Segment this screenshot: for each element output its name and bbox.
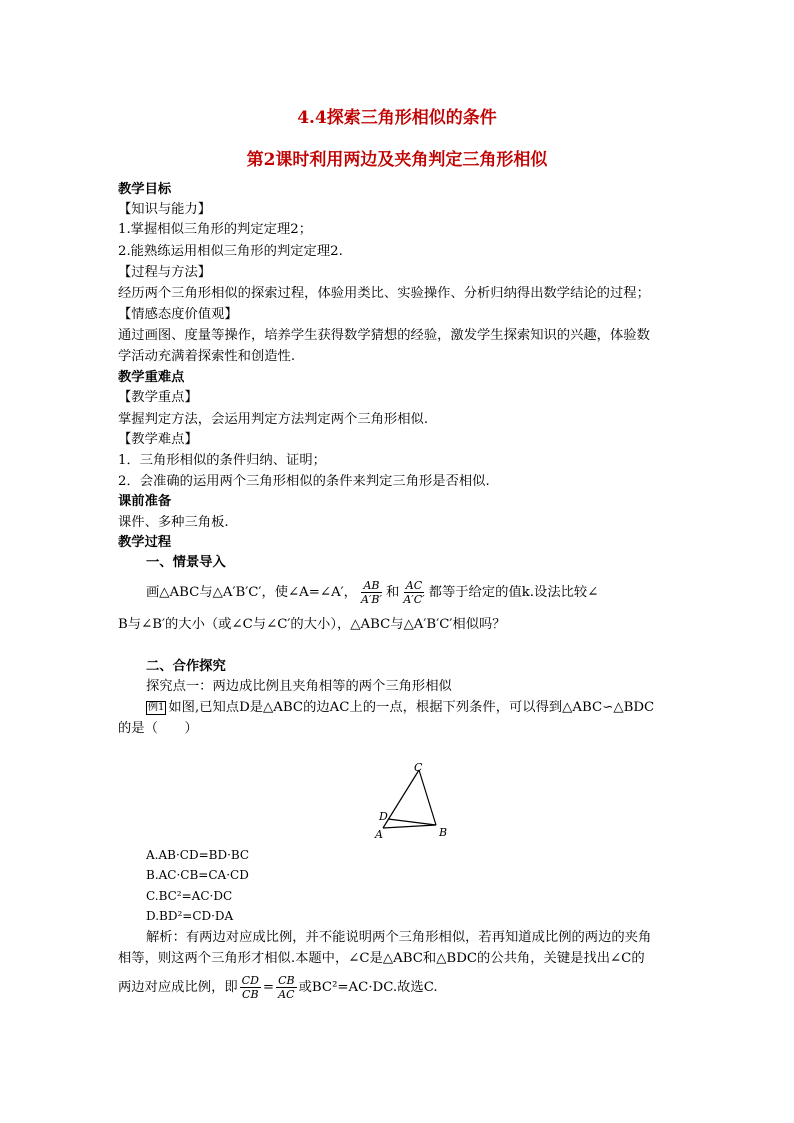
preparation-text: 课件、多种三角板. (118, 515, 229, 530)
process-heading: 教学过程 (118, 535, 172, 550)
ratio-cd-cb-denominator: CB (242, 988, 259, 1001)
ratio-ac-denominator: A′C′ (403, 593, 425, 606)
ratio-cb-ac-numerator: CB (278, 974, 295, 987)
edge-cb (419, 770, 436, 825)
ratio-ac-numerator: AC (405, 579, 423, 592)
emotion-text-line-2: 学活动充满着探索性和创造性. (118, 349, 296, 364)
analysis-equals: = (262, 980, 275, 995)
analysis-line-2: 相等，则这两个三角形才相似.本题中，∠C是△ABC和△BDC的公共角，关键是找出∠C的 (118, 951, 645, 966)
analysis-suffix: 或BC²=AC·DC.故选C. (298, 980, 438, 995)
section-scenario-heading: 一、情景导入 (146, 555, 226, 570)
ratio-ac-fraction (401, 579, 426, 606)
example-1-stem (146, 698, 654, 718)
process-method-text: 经历两个三角形相似的探索过程，体验用类比、实验操作、分析归纳得出数学结论的过程； (118, 286, 650, 301)
emotion-text-line-1: 通过画图、度量等操作，培养学生获得数学猜想的经验，激发学生探索知识的兴趣，体验数 (118, 328, 650, 343)
example-1-text: 如图,已知点D是△ABC的边AC上的一点，根据下列条件，可以得到△ABC∽△BDC (168, 700, 655, 715)
knowledge-item-1: 1.掌握相似三角形的判定定理2； (118, 222, 313, 237)
process-method-heading: 【过程与方法】 (118, 265, 212, 280)
vertex-label-a: A (375, 828, 383, 841)
vertex-label-d: D (379, 810, 388, 823)
key-points-heading: 教学重难点 (118, 370, 185, 385)
explore-point-1: 探究点一：两边成比例且夹角相等的两个三角形相似 (146, 679, 452, 694)
intro-and-text: 和 (386, 585, 400, 600)
edge-ab (383, 825, 436, 828)
section-explore-heading: 二、合作探究 (146, 659, 226, 674)
example-1-stem-line-2: 的是（ ） (118, 721, 198, 736)
knowledge-item-2: 2.能熟练运用相似三角形的判定定理2. (118, 244, 343, 259)
difficulty-heading: 【教学难点】 (118, 432, 198, 447)
vertex-label-b: B (439, 826, 448, 839)
analysis-line-3 (118, 971, 438, 1005)
difficulty-item-1: 1．三角形相似的条件归纳、证明； (118, 453, 326, 468)
page-subtitle: 第2课时利用两边及夹角判定三角形相似 (246, 150, 548, 170)
option-d: D.BD²=CD·DA (146, 909, 234, 923)
ratio-ab-denominator: A′B′ (360, 593, 383, 606)
ratio-cb-ac-fraction (276, 974, 297, 1001)
option-c: C.BC²=AC·DC (146, 889, 233, 903)
intro-text-part-2: 都等于给定的值k.设法比较∠ (428, 585, 599, 600)
vertex-label-c: C (414, 761, 423, 774)
intro-question-line-2: B与∠B′的大小（或∠C与∠C′的大小），△ABC与△A′B′C′相似吗？ (118, 617, 506, 632)
objectives-heading: 教学目标 (118, 182, 172, 197)
segment-bd (388, 819, 436, 825)
ratio-ab-fraction (359, 579, 384, 606)
preparation-heading: 课前准备 (118, 494, 172, 509)
intro-question-line-1 (146, 577, 598, 609)
ratio-ab-numerator: AB (363, 579, 380, 592)
focus-text: 掌握判定方法，会运用判定方法判定两个三角形相似. (118, 412, 429, 427)
intro-text-part-1: 画△ABC与△A′B′C′，使∠A=∠A′， (146, 585, 357, 600)
triangle-figure (368, 760, 452, 842)
ratio-cd-cb-numerator: CD (241, 974, 259, 987)
analysis-prefix: 两边对应成比例，即 (118, 980, 238, 995)
knowledge-heading: 【知识与能力】 (118, 202, 212, 217)
difficulty-item-2: 2．会准确的运用两个三角形相似的条件来判定三角形是否相似. (118, 474, 490, 489)
emotion-heading: 【情感态度价值观】 (118, 307, 238, 322)
focus-heading: 【教学重点】 (118, 390, 198, 405)
option-a: A.AB·CD=BD·BC (146, 848, 250, 862)
ratio-cd-cb-fraction (240, 974, 261, 1001)
option-b: B.AC·CB=CA·CD (146, 868, 249, 882)
page-title: 4.4探索三角形相似的条件 (297, 108, 497, 128)
analysis-line-1: 解析：有两边对应成比例，并不能说明两个三角形相似，若再知道成比例的两边的夹角 (146, 930, 652, 945)
example-badge: 例1 (148, 701, 165, 713)
ratio-cb-ac-denominator: AC (278, 988, 295, 1001)
